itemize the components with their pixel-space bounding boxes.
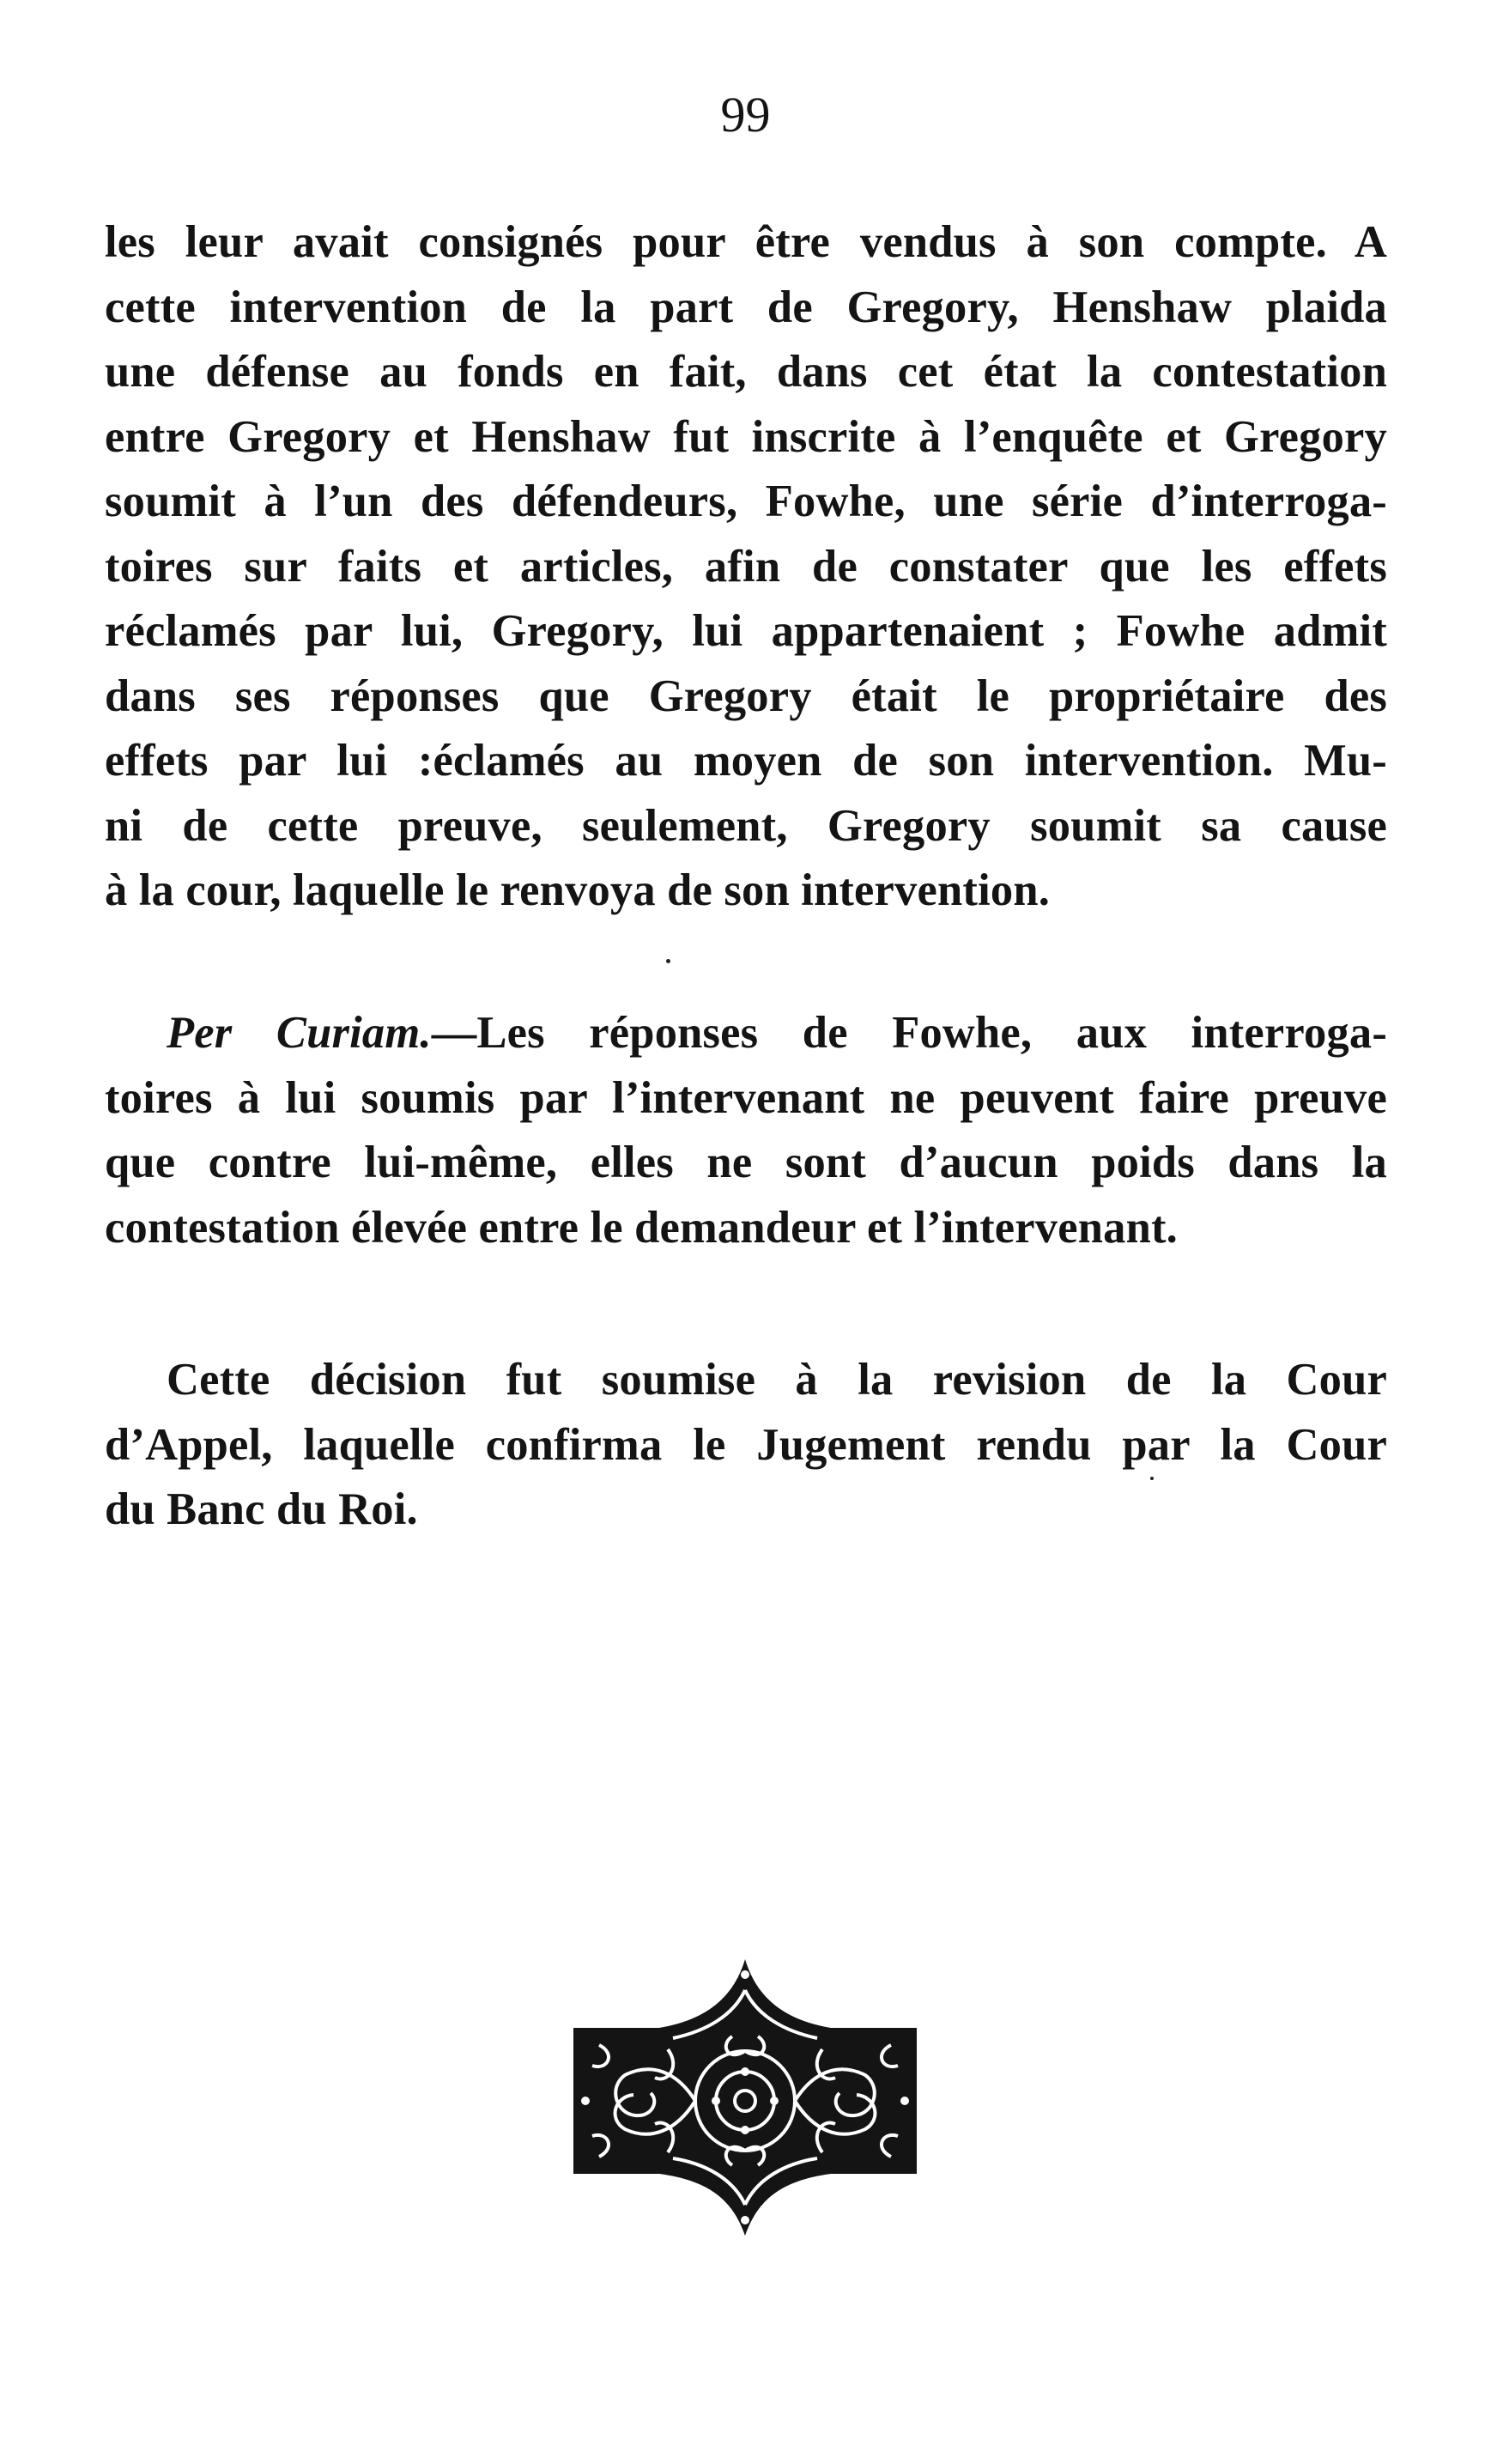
paragraph-facts xyxy=(105,210,1387,924)
text-line-rest: —Les réponses de Fowhe, aux interroga- xyxy=(431,1008,1387,1058)
text-line: entre Gregory et Henshaw fut inscrite à l’enquête et Gregory xyxy=(105,411,1387,462)
paragraph-appeal xyxy=(105,1348,1387,1543)
text-line: une défense au fonds en fait, dans cet état la contestation xyxy=(105,347,1387,397)
text-line: d’Appel, laquelle confirma le Jugement rendu par la Cour xyxy=(105,1419,1387,1470)
stray-dot xyxy=(666,959,670,963)
text-line: à la cour, laquelle le renvoya de son intervention. xyxy=(105,865,1051,915)
text-line: dans ses réponses que Gregory était le propriétaire des xyxy=(105,671,1387,721)
text-line: Cette décision fut soumise à la revision de la Cour xyxy=(167,1355,1387,1405)
text-line: cette intervention de la part de Gregory, Henshaw plaida xyxy=(105,282,1387,332)
text-line: effets par lui :éclamés au moyen de son intervention. Mu- xyxy=(105,736,1387,786)
text-line: du Banc du Roi. xyxy=(105,1484,418,1534)
per-curiam-label: Per Curiam. xyxy=(167,1008,432,1058)
text-line: soumit à l’un des défendeurs, Fowhe, une série d’interroga- xyxy=(105,476,1387,526)
text-line: toires sur faits et articles, afin de constater que les effets xyxy=(105,541,1387,592)
paragraph-per-curiam xyxy=(105,1001,1387,1260)
page-number: 99 xyxy=(720,87,771,143)
text-line: que contre lui-même, elles ne sont d’aucun poids dans la xyxy=(105,1138,1387,1187)
stray-dot xyxy=(1150,1477,1154,1480)
text-line: ni de cette preuve, seulement, Gregory soumit sa cause xyxy=(105,800,1387,851)
text-line: les leur avait consignés pour être vendus à son compte. A xyxy=(105,217,1387,267)
text-line-first xyxy=(105,1001,1387,1066)
text-line: réclamés par lui, Gregory, lui appartenaient ; Fowhe admit xyxy=(105,606,1387,656)
text-line: contestation élevée entre le demandeur et l’intervenant. xyxy=(105,1202,1178,1253)
tailpiece-ornament-icon xyxy=(573,1959,917,2236)
text-line: toires à lui soumis par l’intervenant ne peuvent faire preuve xyxy=(105,1072,1387,1123)
